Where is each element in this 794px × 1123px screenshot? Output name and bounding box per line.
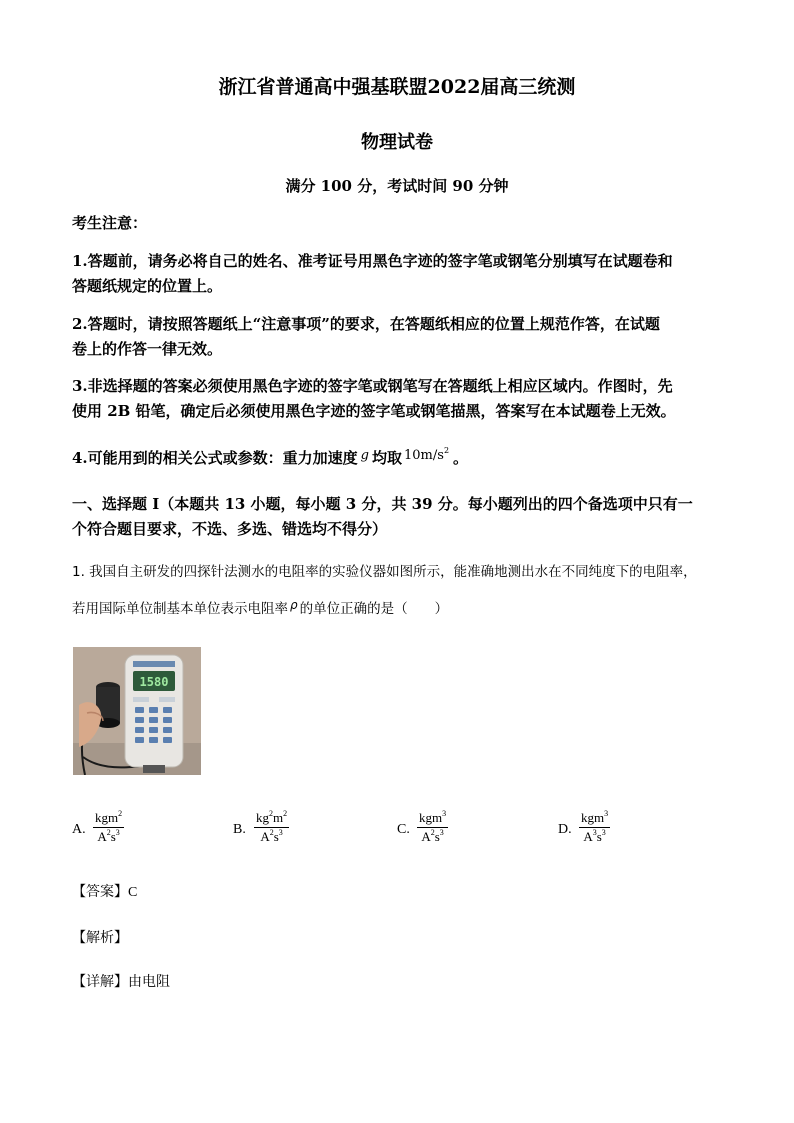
notice-item-4: 4.可能用到的相关公式或参数：重力加速度 g 均取 $10m/s^2$ 。 — [72, 446, 469, 467]
section-1-line-2: 个符合题目要求，不选、多选、错选均不得分） — [72, 520, 388, 538]
answer-line — [72, 881, 137, 901]
option-b-label: B. — [233, 822, 246, 837]
answer-value: C — [128, 885, 138, 900]
notice-item-3-line-2: 使用 2B 铅笔，确定后必须使用黑色字迹的签字笔或钢笔描黑，答案写在本试题卷上无效。 — [72, 402, 676, 420]
option-a-label: A. — [72, 822, 86, 837]
notice-heading: 考生注意： — [72, 214, 148, 232]
notice-item-4-text: 4.可能用到的相关公式或参数：重力加速度 — [72, 449, 358, 467]
analysis-tag: 【解析】 — [72, 930, 128, 946]
detail-tag: 【详解】 — [72, 974, 128, 990]
gravity-value: $10m/s^2$ — [404, 446, 450, 463]
option-b-formula: $kg^2m^2$ $A^2s^3$ — [256, 809, 288, 844]
rho-symbol: ρ — [290, 598, 298, 612]
answer-tag: 【答案】 — [72, 884, 128, 900]
option-a-formula: kgm$^2$ $A^2s^3$ — [95, 809, 123, 844]
section-1-line-1: 一、选择题 I（本题共 13 小题，每小题 3 分，共 39 分。每小题列出的四个备选项中只有一 — [72, 495, 693, 513]
gravity-symbol: g — [360, 448, 369, 463]
option-c-formula: kgm$^3$ $A^2s^3$ — [419, 809, 447, 844]
exam-title: 浙江省普通高中强基联盟2022届高三统测 — [218, 76, 576, 98]
notice-item-3-line-1: 3.非选择题的答案必须使用黑色字迹的签字笔或钢笔写在答题纸上相应区域内。作图时，先 — [72, 377, 673, 395]
score-line: 满分 100 分，考试时间 90 分钟 — [285, 177, 509, 195]
notice-item-4-mid: 均取 — [372, 449, 403, 467]
notice-item-2-line-1: 2.答题时，请按照答题纸上“注意事项”的要求，在答题纸相应的位置上规范作答，在试题 — [72, 315, 660, 333]
display-reading: 1580 — [139, 675, 169, 689]
option-d-label: D. — [558, 822, 572, 837]
question-1-line-2: 若用国际单位制基本单位表示电阻率 ρ 的单位正确的是（ ） — [72, 598, 449, 617]
detail-text: 由电阻 — [128, 974, 170, 990]
option-c-label: C. — [397, 822, 410, 837]
notice-item-1-line-1: 1.答题前，请务必将自己的姓名、准考证号用黑色字迹的签字笔或钢笔分别填写在试题卷和 — [72, 252, 673, 270]
notice-item-2-line-2: 卷上的作答一律无效。 — [72, 340, 223, 358]
detail-line — [72, 971, 170, 991]
option-d-formula: kgm$^3$ $A^3s^3$ — [581, 809, 609, 844]
instrument-photo — [73, 647, 201, 775]
question-1-line-1: 1. 我国自主研发的四探针法测水的电阻率的实验仪器如图所示，能准确地测出水在不同纯度下的电阻率， — [72, 564, 697, 580]
notice-item-1-line-2: 答题纸规定的位置上。 — [72, 277, 223, 295]
exam-subtitle: 物理试卷 — [361, 132, 433, 153]
